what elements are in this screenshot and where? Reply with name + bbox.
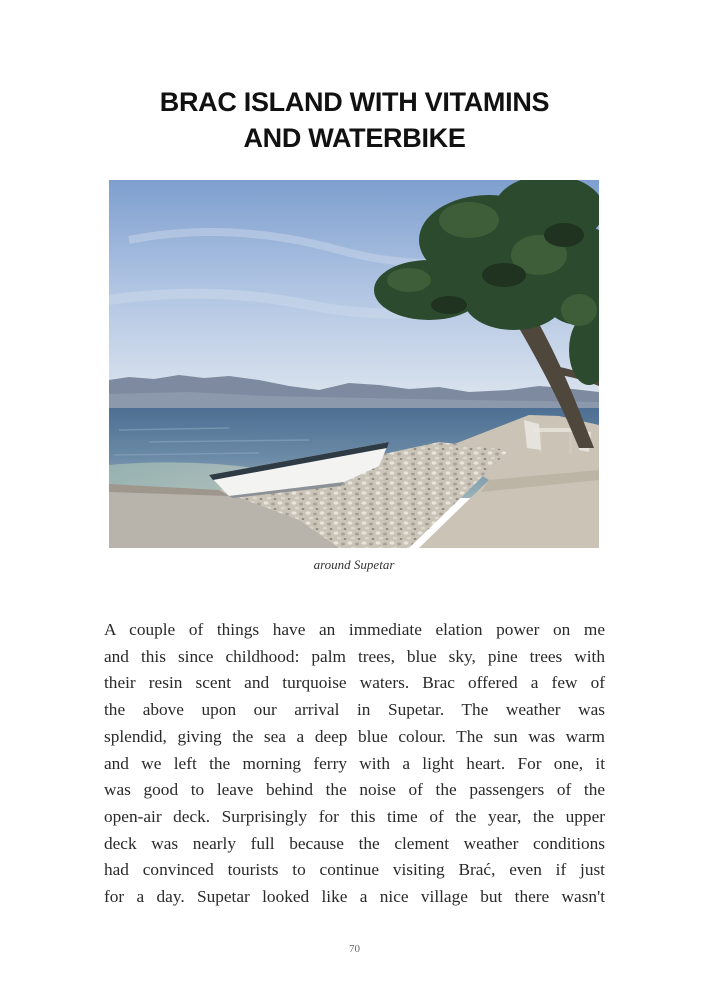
body-line: for a day. Supetar looked like a nice village but there wasn't bbox=[104, 887, 605, 907]
body-line: was good to leave behind the noise of the passengers of the bbox=[104, 780, 605, 800]
body-line: had convinced tourists to continue visiting Brać, even if just bbox=[104, 860, 605, 880]
body-line: splendid, giving the sea a deep blue colour. The sun was warm bbox=[104, 726, 605, 746]
chapter-title-line-2: AND WATERBIKE bbox=[243, 123, 466, 153]
body-line: and this since childhood: palm trees, blue sky, pine trees with bbox=[104, 646, 605, 666]
seaside-photo bbox=[109, 180, 599, 548]
body-line: open-air deck. Surprisingly for this time of the year, the upper bbox=[104, 806, 605, 826]
body-line: their resin scent and turquoise waters. Brac offered a few of bbox=[104, 673, 605, 693]
photo-caption: around Supetar bbox=[313, 557, 395, 572]
body-line: A couple of things have an immediate elation power on me bbox=[104, 620, 605, 639]
page-number: 70 bbox=[349, 943, 360, 955]
body-text bbox=[104, 617, 605, 911]
body-line: and we left the morning ferry with a light heart. For one, it bbox=[104, 753, 605, 773]
body-line: the above upon our arrival in Supetar. The weather was bbox=[104, 700, 605, 720]
chapter-title bbox=[60, 84, 649, 156]
chapter-title-line-1: BRAC ISLAND WITH VITAMINS bbox=[159, 87, 550, 117]
body-line: deck was nearly full because the clement weather conditions bbox=[104, 833, 605, 853]
